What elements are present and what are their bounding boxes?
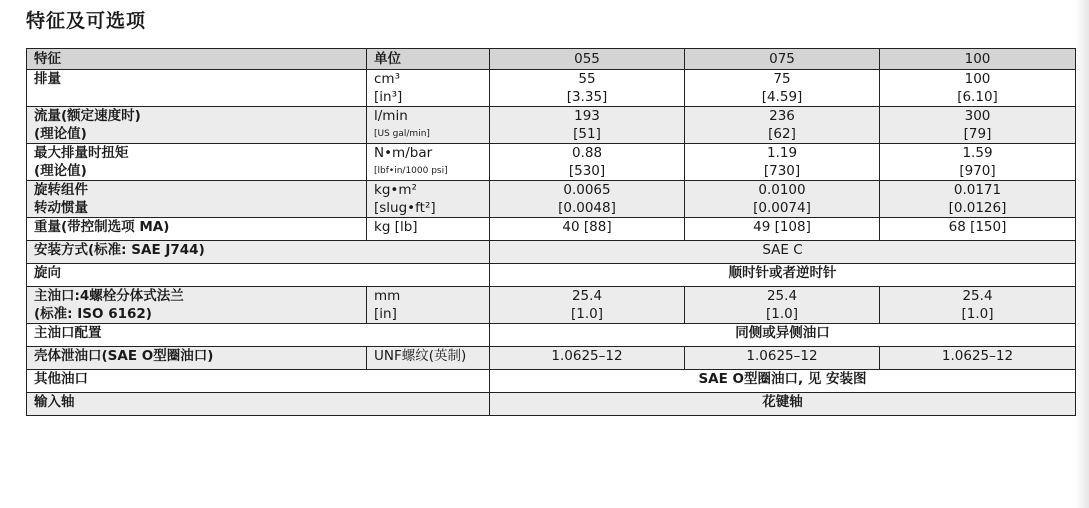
cell-all-sizes: SAE O型圈油口, 见 安装图	[490, 370, 1076, 393]
row-unit: UNF螺纹(英制)	[367, 347, 490, 370]
unit-secondary: [in³]	[374, 89, 403, 105]
cell-all-sizes: 同侧或异侧油口	[490, 324, 1076, 347]
table-row-main-port	[27, 287, 1076, 324]
value-metric: 25.4	[571, 288, 603, 304]
row-label	[27, 181, 367, 218]
value-imperial: [51]	[573, 126, 601, 142]
row-label: 主油口配置	[27, 324, 490, 347]
cell-all-sizes: 花键轴	[490, 393, 1076, 416]
header-unit: 单位	[367, 49, 490, 70]
cell-075	[685, 287, 880, 324]
row-unit	[367, 144, 490, 181]
table-row-flow	[27, 107, 1076, 144]
label-line-2: (标准: ISO 6162)	[34, 306, 152, 322]
value-metric: 236	[769, 108, 795, 124]
row-label: 壳体泄油口(SAE O型圈油口)	[27, 347, 367, 370]
value-imperial: [0.0074]	[753, 200, 811, 216]
unit-primary: kg•m²	[374, 182, 417, 198]
label-line-1: 最大排量时扭矩	[34, 145, 129, 161]
row-label: 安装方式(标准: SAE J744)	[27, 241, 490, 264]
cell-100	[880, 181, 1076, 218]
value-imperial: [1.0]	[570, 306, 603, 322]
cell-075	[685, 181, 880, 218]
row-label: 重量(带控制选项 MA)	[27, 218, 367, 241]
cell-055: 1.0625–12	[490, 347, 685, 370]
cell-075: 49 [108]	[685, 218, 880, 241]
unit-secondary: [lbf•in/1000 psi]	[374, 166, 448, 176]
label-line-1: 主油口:4螺栓分体式法兰	[34, 288, 184, 304]
row-label	[27, 287, 367, 324]
cell-100: 68 [150]	[880, 218, 1076, 241]
value-imperial: [1.0]	[961, 306, 994, 322]
row-label	[27, 144, 367, 181]
unit-secondary: [slug•ft²]	[374, 200, 436, 216]
value-metric: 25.4	[766, 288, 798, 304]
page-edge-shadow	[1075, 0, 1089, 508]
value-metric: 25.4	[962, 288, 993, 304]
cell-075	[685, 70, 880, 107]
cell-055	[490, 144, 685, 181]
table-row-torque	[27, 144, 1076, 181]
row-unit	[367, 287, 490, 324]
row-label: 旋向	[27, 264, 490, 287]
table-row-weight	[27, 218, 1076, 241]
unit-primary: l/min	[374, 108, 408, 124]
row-label	[27, 107, 367, 144]
label-line-2: (理论值)	[34, 163, 87, 179]
row-label: 输入轴	[27, 393, 490, 416]
cell-055: 40 [88]	[490, 218, 685, 241]
header-feature: 特征	[27, 49, 367, 70]
table-row-port-config	[27, 324, 1076, 347]
unit-primary: mm	[374, 288, 401, 304]
value-imperial: [6.10]	[957, 89, 998, 105]
row-unit	[367, 70, 490, 107]
value-imperial: [3.35]	[566, 89, 608, 105]
unit-secondary: [in]	[374, 306, 397, 322]
cell-075	[685, 144, 880, 181]
value-imperial: [1.0]	[765, 306, 798, 322]
value-imperial: [970]	[959, 163, 996, 179]
value-imperial: [79]	[963, 126, 992, 142]
label-line-1: 流量(额定速度时)	[34, 108, 141, 124]
value-imperial: [4.59]	[761, 89, 803, 105]
value-metric: 193	[574, 108, 600, 124]
value-imperial: [530]	[568, 163, 606, 179]
row-unit	[367, 107, 490, 144]
unit-primary: N•m/bar	[374, 145, 433, 161]
table-header-row	[27, 49, 1076, 70]
header-size-100: 100	[880, 49, 1076, 70]
unit-primary: cm³	[374, 71, 400, 87]
cell-055	[490, 107, 685, 144]
cell-100: 1.0625–12	[880, 347, 1076, 370]
cell-055	[490, 181, 685, 218]
cell-075	[685, 107, 880, 144]
value-metric: 0.0171	[953, 182, 1002, 198]
value-imperial: [730]	[763, 163, 801, 179]
row-label: 排量	[27, 70, 367, 107]
header-size-075: 075	[685, 49, 880, 70]
page-title: 特征及可选项	[26, 10, 147, 32]
cell-055	[490, 287, 685, 324]
label-line-1: 旋转组件	[34, 182, 88, 198]
value-metric: 75	[773, 71, 791, 87]
header-size-055: 055	[490, 49, 685, 70]
cell-all-sizes: SAE C	[490, 241, 1076, 264]
table-row-inertia	[27, 181, 1076, 218]
row-unit: kg [lb]	[367, 218, 490, 241]
label-line-2: 转动惯量	[34, 200, 88, 216]
value-metric: 1.19	[766, 145, 798, 161]
table-row-displacement	[27, 70, 1076, 107]
cell-100	[880, 70, 1076, 107]
table-row-rotation	[27, 264, 1076, 287]
value-imperial: [0.0048]	[558, 200, 616, 216]
table-row-mounting	[27, 241, 1076, 264]
row-label: 其他油口	[27, 370, 490, 393]
value-imperial: [62]	[768, 126, 796, 142]
value-metric: 55	[578, 71, 596, 87]
value-imperial: [0.0126]	[948, 200, 1007, 216]
cell-055	[490, 70, 685, 107]
spec-table	[26, 48, 1076, 416]
value-metric: 300	[964, 108, 991, 124]
value-metric: 0.0100	[758, 182, 806, 198]
value-metric: 100	[964, 71, 991, 87]
cell-075: 1.0625–12	[685, 347, 880, 370]
cell-100	[880, 107, 1076, 144]
cell-all-sizes: 顺时针或者逆时针	[490, 264, 1076, 287]
table-row-input-shaft	[27, 393, 1076, 416]
cell-100	[880, 144, 1076, 181]
value-metric: 1.59	[962, 145, 993, 161]
label-line-2: (理论值)	[34, 126, 87, 142]
value-metric: 0.88	[571, 145, 603, 161]
table-row-case-drain	[27, 347, 1076, 370]
cell-100	[880, 287, 1076, 324]
value-metric: 0.0065	[563, 182, 611, 198]
table-row-other-ports	[27, 370, 1076, 393]
unit-secondary: [US gal/min]	[374, 129, 430, 139]
row-unit	[367, 181, 490, 218]
